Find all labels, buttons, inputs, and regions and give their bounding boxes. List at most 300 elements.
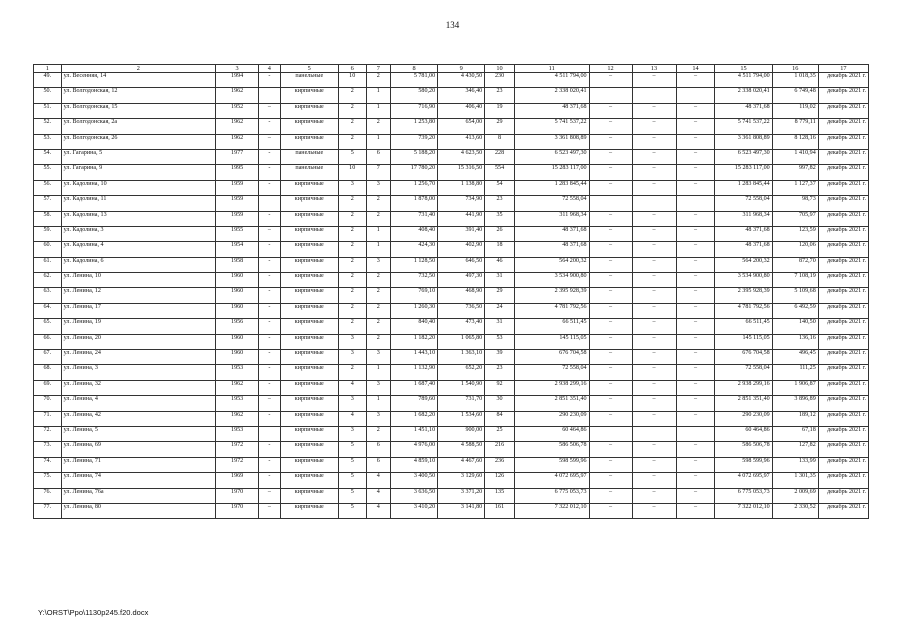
- total-area-cell: 408,40: [391, 226, 438, 241]
- fund-cost-cell: 7 322 012,10: [715, 503, 772, 518]
- table-row: [34, 226, 869, 241]
- total-cost-cell: 48 371,68: [514, 242, 589, 257]
- col-14-cell: –: [676, 134, 715, 149]
- build-year-cell: 1972: [216, 457, 259, 472]
- col-12-cell: –: [589, 134, 632, 149]
- col-4-cell: -: [259, 350, 280, 365]
- table-row: [34, 196, 869, 211]
- build-year-cell: 1995: [216, 165, 259, 180]
- fund-cost-cell: 72 558,04: [715, 365, 772, 380]
- total-area-cell: 3 636,50: [391, 488, 438, 503]
- col-14-cell: –: [676, 73, 715, 88]
- total-area-cell: 1 256,70: [391, 180, 438, 195]
- col-4-cell: -: [259, 119, 280, 134]
- wall-material-cell: кирпичные: [280, 303, 338, 318]
- total-area-cell: 840,40: [391, 319, 438, 334]
- build-year-cell: 1972: [216, 442, 259, 457]
- address-cell: ул. Ленина, 12: [61, 288, 216, 303]
- completion-period-cell: декабрь 2021 г.: [818, 319, 868, 334]
- col-12-cell: [589, 426, 632, 441]
- build-year-cell: 1956: [216, 319, 259, 334]
- address-cell: ул. Ленина, 4: [61, 396, 216, 411]
- fund-cost-cell: 676 704,58: [715, 350, 772, 365]
- col-14-cell: [676, 426, 715, 441]
- floors-cell: 5: [338, 503, 366, 518]
- wall-material-cell: панельные: [280, 165, 338, 180]
- col-4-cell: [259, 88, 280, 103]
- col-14-cell: –: [676, 365, 715, 380]
- col-12-cell: –: [589, 442, 632, 457]
- col-4-cell: –: [259, 226, 280, 241]
- total-cost-cell: 5 741 537,22: [514, 119, 589, 134]
- residents-cell: 23: [485, 365, 515, 380]
- living-area-cell: 736,50: [438, 303, 485, 318]
- row-number-cell: 71.: [34, 411, 62, 426]
- col-14-cell: –: [676, 473, 715, 488]
- build-year-cell: 1952: [216, 103, 259, 118]
- living-area-cell: 4 430,50: [438, 73, 485, 88]
- col-4-cell: -: [259, 473, 280, 488]
- table-row: [34, 488, 869, 503]
- residents-cell: 126: [485, 473, 515, 488]
- cost-per-sqm-cell: 1 018,35: [772, 73, 818, 88]
- fund-cost-cell: 2 395 928,39: [715, 288, 772, 303]
- table-row: [34, 396, 869, 411]
- entrances-cell: 1: [366, 103, 391, 118]
- living-area-cell: 1 363,10: [438, 350, 485, 365]
- col-4-cell: –: [259, 396, 280, 411]
- table-row: [34, 426, 869, 441]
- total-area-cell: 17 780,20: [391, 165, 438, 180]
- table-row: [34, 149, 869, 164]
- living-area-cell: 3 141,80: [438, 503, 485, 518]
- column-number-cell: 15: [715, 65, 772, 73]
- col-14-cell: –: [676, 119, 715, 134]
- address-cell: ул. Волгодонская, 2а: [61, 119, 216, 134]
- build-year-cell: 1962: [216, 380, 259, 395]
- col-12-cell: –: [589, 319, 632, 334]
- col-4-cell: -: [259, 165, 280, 180]
- fund-cost-cell: 5 741 537,22: [715, 119, 772, 134]
- row-number-cell: 49.: [34, 73, 62, 88]
- build-year-cell: 1960: [216, 273, 259, 288]
- cost-per-sqm-cell: 8 779,11: [772, 119, 818, 134]
- col-14-cell: –: [676, 334, 715, 349]
- entrances-cell: 2: [366, 303, 391, 318]
- completion-period-cell: декабрь 2021 г.: [818, 350, 868, 365]
- col-4-cell: -: [259, 442, 280, 457]
- completion-period-cell: декабрь 2021 г.: [818, 119, 868, 134]
- total-cost-cell: 586 506,78: [514, 442, 589, 457]
- address-cell: ул. Волгодонская, 15: [61, 103, 216, 118]
- row-number-cell: 50.: [34, 88, 62, 103]
- wall-material-cell: кирпичные: [280, 365, 338, 380]
- entrances-cell: 3: [366, 350, 391, 365]
- col-13-cell: –: [632, 73, 676, 88]
- fund-cost-cell: 2 938 299,16: [715, 380, 772, 395]
- table-row: [34, 288, 869, 303]
- completion-period-cell: декабрь 2021 г.: [818, 411, 868, 426]
- completion-period-cell: декабрь 2021 г.: [818, 473, 868, 488]
- col-12-cell: –: [589, 488, 632, 503]
- residents-cell: 135: [485, 488, 515, 503]
- col-4-cell: -: [259, 73, 280, 88]
- row-number-cell: 65.: [34, 319, 62, 334]
- total-cost-cell: 564 200,32: [514, 257, 589, 272]
- residents-cell: 31: [485, 273, 515, 288]
- completion-period-cell: декабрь 2021 г.: [818, 103, 868, 118]
- cost-per-sqm-cell: 997,82: [772, 165, 818, 180]
- entrances-cell: 2: [366, 196, 391, 211]
- total-area-cell: 789,60: [391, 396, 438, 411]
- total-cost-cell: 6 523 497,30: [514, 149, 589, 164]
- total-area-cell: 5 188,20: [391, 149, 438, 164]
- build-year-cell: 1962: [216, 411, 259, 426]
- address-cell: ул. Ленина, 24: [61, 350, 216, 365]
- cost-per-sqm-cell: 111,25: [772, 365, 818, 380]
- fund-cost-cell: 15 283 117,00: [715, 165, 772, 180]
- wall-material-cell: кирпичные: [280, 457, 338, 472]
- address-cell: ул. Гагарина, 9: [61, 165, 216, 180]
- col-13-cell: –: [632, 503, 676, 518]
- col-12-cell: [589, 196, 632, 211]
- cost-per-sqm-cell: 7 108,19: [772, 273, 818, 288]
- build-year-cell: 1959: [216, 180, 259, 195]
- residents-cell: 228: [485, 149, 515, 164]
- col-12-cell: –: [589, 257, 632, 272]
- total-area-cell: 3 410,20: [391, 503, 438, 518]
- col-13-cell: –: [632, 180, 676, 195]
- col-12-cell: –: [589, 273, 632, 288]
- total-cost-cell: 2 851 351,40: [514, 396, 589, 411]
- living-area-cell: 731,70: [438, 396, 485, 411]
- address-cell: ул. Ленина, 3: [61, 365, 216, 380]
- col-13-cell: –: [632, 134, 676, 149]
- residents-cell: 23: [485, 88, 515, 103]
- address-cell: ул. Ленина, 80: [61, 503, 216, 518]
- row-number-cell: 62.: [34, 273, 62, 288]
- living-area-cell: 4 588,50: [438, 442, 485, 457]
- col-14-cell: –: [676, 149, 715, 164]
- col-4-cell: -: [259, 149, 280, 164]
- cost-per-sqm-cell: 5 109,68: [772, 288, 818, 303]
- completion-period-cell: декабрь 2021 г.: [818, 334, 868, 349]
- living-area-cell: 900,00: [438, 426, 485, 441]
- total-cost-cell: 2 395 928,39: [514, 288, 589, 303]
- column-number-cell: 13: [632, 65, 676, 73]
- col-14-cell: –: [676, 380, 715, 395]
- cost-per-sqm-cell: 189,12: [772, 411, 818, 426]
- wall-material-cell: кирпичные: [280, 134, 338, 149]
- col-4-cell: -: [259, 411, 280, 426]
- total-area-cell: 4 976,00: [391, 442, 438, 457]
- table-row: [34, 242, 869, 257]
- wall-material-cell: кирпичные: [280, 211, 338, 226]
- total-cost-cell: 15 283 117,00: [514, 165, 589, 180]
- row-number-cell: 76.: [34, 488, 62, 503]
- table-row: [34, 134, 869, 149]
- row-number-cell: 60.: [34, 242, 62, 257]
- column-number-cell: 1: [34, 65, 62, 73]
- total-area-cell: 769,10: [391, 288, 438, 303]
- completion-period-cell: декабрь 2021 г.: [818, 365, 868, 380]
- cost-per-sqm-cell: 133,99: [772, 457, 818, 472]
- col-13-cell: [632, 426, 676, 441]
- total-area-cell: 3 400,50: [391, 473, 438, 488]
- completion-period-cell: декабрь 2021 г.: [818, 149, 868, 164]
- row-number-cell: 66.: [34, 334, 62, 349]
- residents-cell: 18: [485, 242, 515, 257]
- col-4-cell: -: [259, 457, 280, 472]
- table-row: [34, 411, 869, 426]
- address-cell: ул. Волгодонская, 26: [61, 134, 216, 149]
- residents-cell: 161: [485, 503, 515, 518]
- completion-period-cell: декабрь 2021 г.: [818, 73, 868, 88]
- col-12-cell: [589, 88, 632, 103]
- residents-cell: 84: [485, 411, 515, 426]
- col-14-cell: –: [676, 103, 715, 118]
- address-cell: ул. Ленина, 32: [61, 380, 216, 395]
- col-13-cell: –: [632, 473, 676, 488]
- col-12-cell: –: [589, 242, 632, 257]
- residents-cell: 29: [485, 288, 515, 303]
- address-cell: ул. Кадолина, 6: [61, 257, 216, 272]
- floors-cell: 2: [338, 103, 366, 118]
- living-area-cell: 1 065,80: [438, 334, 485, 349]
- build-year-cell: 1962: [216, 119, 259, 134]
- wall-material-cell: кирпичные: [280, 334, 338, 349]
- col-4-cell: [259, 196, 280, 211]
- cost-per-sqm-cell: 140,50: [772, 319, 818, 334]
- col-12-cell: –: [589, 180, 632, 195]
- total-area-cell: 5 781,00: [391, 73, 438, 88]
- cost-per-sqm-cell: 1 127,37: [772, 180, 818, 195]
- cost-per-sqm-cell: 120,06: [772, 242, 818, 257]
- row-number-cell: 58.: [34, 211, 62, 226]
- living-area-cell: 646,50: [438, 257, 485, 272]
- completion-period-cell: декабрь 2021 г.: [818, 503, 868, 518]
- col-12-cell: –: [589, 503, 632, 518]
- entrances-cell: 2: [366, 426, 391, 441]
- completion-period-cell: декабрь 2021 г.: [818, 242, 868, 257]
- floors-cell: 5: [338, 149, 366, 164]
- total-area-cell: 1 443,10: [391, 350, 438, 365]
- fund-cost-cell: 290 230,09: [715, 411, 772, 426]
- fund-cost-cell: 1 283 845,44: [715, 180, 772, 195]
- page-number: 134: [445, 20, 460, 30]
- column-number-cell: 3: [216, 65, 259, 73]
- residents-cell: 236: [485, 457, 515, 472]
- total-cost-cell: 290 230,09: [514, 411, 589, 426]
- fund-cost-cell: 3 534 900,80: [715, 273, 772, 288]
- total-cost-cell: 72 558,04: [514, 365, 589, 380]
- col-13-cell: –: [632, 411, 676, 426]
- total-area-cell: 4 859,10: [391, 457, 438, 472]
- col-13-cell: [632, 196, 676, 211]
- living-area-cell: 1 138,80: [438, 180, 485, 195]
- col-12-cell: –: [589, 334, 632, 349]
- row-number-cell: 59.: [34, 226, 62, 241]
- total-area-cell: 1 451,10: [391, 426, 438, 441]
- floors-cell: 5: [338, 442, 366, 457]
- col-14-cell: –: [676, 180, 715, 195]
- completion-period-cell: декабрь 2021 г.: [818, 303, 868, 318]
- cost-per-sqm-cell: 705,97: [772, 211, 818, 226]
- total-area-cell: 1 260,30: [391, 303, 438, 318]
- living-area-cell: 652,20: [438, 365, 485, 380]
- completion-period-cell: декабрь 2021 г.: [818, 442, 868, 457]
- row-number-cell: 74.: [34, 457, 62, 472]
- col-4-cell: -: [259, 273, 280, 288]
- row-number-cell: 67.: [34, 350, 62, 365]
- col-12-cell: –: [589, 165, 632, 180]
- living-area-cell: 441,90: [438, 211, 485, 226]
- total-cost-cell: 4 072 695,97: [514, 473, 589, 488]
- fund-cost-cell: 564 200,32: [715, 257, 772, 272]
- build-year-cell: 1953: [216, 426, 259, 441]
- column-number-cell: 9: [438, 65, 485, 73]
- entrances-cell: 2: [366, 119, 391, 134]
- col-14-cell: –: [676, 442, 715, 457]
- build-year-cell: 1962: [216, 88, 259, 103]
- total-cost-cell: 3 534 900,80: [514, 273, 589, 288]
- col-13-cell: –: [632, 226, 676, 241]
- entrances-cell: 3: [366, 257, 391, 272]
- floors-cell: 2: [338, 242, 366, 257]
- address-cell: ул. Ленина, 20: [61, 334, 216, 349]
- floors-cell: 3: [338, 426, 366, 441]
- floors-cell: 3: [338, 180, 366, 195]
- cost-per-sqm-cell: 1 410,94: [772, 149, 818, 164]
- completion-period-cell: декабрь 2021 г.: [818, 165, 868, 180]
- completion-period-cell: декабрь 2021 г.: [818, 380, 868, 395]
- residents-cell: 30: [485, 396, 515, 411]
- build-year-cell: 1953: [216, 365, 259, 380]
- living-area-cell: 1 534,60: [438, 411, 485, 426]
- row-number-cell: 72.: [34, 426, 62, 441]
- total-cost-cell: 598 599,96: [514, 457, 589, 472]
- residents-cell: 92: [485, 380, 515, 395]
- col-4-cell: -: [259, 365, 280, 380]
- table-row: [34, 365, 869, 380]
- completion-period-cell: декабрь 2021 г.: [818, 488, 868, 503]
- completion-period-cell: декабрь 2021 г.: [818, 426, 868, 441]
- cost-per-sqm-cell: 6 492,59: [772, 303, 818, 318]
- col-13-cell: –: [632, 149, 676, 164]
- completion-period-cell: декабрь 2021 г.: [818, 134, 868, 149]
- address-cell: ул. Ленина, 42: [61, 411, 216, 426]
- wall-material-cell: кирпичные: [280, 350, 338, 365]
- living-area-cell: 3 371,20: [438, 488, 485, 503]
- build-year-cell: 1953: [216, 396, 259, 411]
- row-number-cell: 73.: [34, 442, 62, 457]
- row-number-cell: 68.: [34, 365, 62, 380]
- column-number-cell: 2: [61, 65, 216, 73]
- wall-material-cell: кирпичные: [280, 380, 338, 395]
- wall-material-cell: кирпичные: [280, 473, 338, 488]
- address-cell: ул. Кадолина, 13: [61, 211, 216, 226]
- col-14-cell: [676, 88, 715, 103]
- row-number-cell: 69.: [34, 380, 62, 395]
- address-cell: ул. Ленина, 5: [61, 426, 216, 441]
- build-year-cell: 1959: [216, 211, 259, 226]
- col-12-cell: –: [589, 396, 632, 411]
- address-cell: ул. Кадолина, 10: [61, 180, 216, 195]
- entrances-cell: 1: [366, 88, 391, 103]
- living-area-cell: 406,40: [438, 103, 485, 118]
- wall-material-cell: кирпичные: [280, 103, 338, 118]
- residents-cell: 23: [485, 196, 515, 211]
- table-row: [34, 73, 869, 88]
- entrances-cell: 1: [366, 396, 391, 411]
- wall-material-cell: панельные: [280, 149, 338, 164]
- cost-per-sqm-cell: 3 896,89: [772, 396, 818, 411]
- total-cost-cell: 48 371,68: [514, 103, 589, 118]
- cost-per-sqm-cell: 1 301,35: [772, 473, 818, 488]
- col-13-cell: –: [632, 457, 676, 472]
- col-14-cell: –: [676, 503, 715, 518]
- col-13-cell: –: [632, 119, 676, 134]
- col-4-cell: -: [259, 380, 280, 395]
- cost-per-sqm-cell: 2 009,69: [772, 488, 818, 503]
- col-14-cell: [676, 196, 715, 211]
- cost-per-sqm-cell: 127,82: [772, 442, 818, 457]
- floors-cell: 2: [338, 303, 366, 318]
- total-cost-cell: 66 511,45: [514, 319, 589, 334]
- total-cost-cell: 4 781 792,56: [514, 303, 589, 318]
- fund-cost-cell: 4 072 695,97: [715, 473, 772, 488]
- total-area-cell: 1 687,40: [391, 380, 438, 395]
- floors-cell: 10: [338, 165, 366, 180]
- col-4-cell: –: [259, 103, 280, 118]
- row-number-cell: 75.: [34, 473, 62, 488]
- floors-cell: 2: [338, 226, 366, 241]
- column-number-cell: 12: [589, 65, 632, 73]
- row-number-cell: 51.: [34, 103, 62, 118]
- fund-cost-cell: 586 506,78: [715, 442, 772, 457]
- living-area-cell: 1 540,90: [438, 380, 485, 395]
- table-row: [34, 211, 869, 226]
- entrances-cell: 3: [366, 411, 391, 426]
- residents-cell: 31: [485, 319, 515, 334]
- col-13-cell: [632, 88, 676, 103]
- total-area-cell: 1 253,80: [391, 119, 438, 134]
- wall-material-cell: кирпичные: [280, 119, 338, 134]
- floors-cell: 2: [338, 134, 366, 149]
- wall-material-cell: кирпичные: [280, 396, 338, 411]
- fund-cost-cell: 311 968,34: [715, 211, 772, 226]
- residents-cell: 554: [485, 165, 515, 180]
- wall-material-cell: кирпичные: [280, 319, 338, 334]
- total-cost-cell: 60 464,86: [514, 426, 589, 441]
- col-13-cell: –: [632, 319, 676, 334]
- row-number-cell: 64.: [34, 303, 62, 318]
- col-14-cell: –: [676, 350, 715, 365]
- floors-cell: 3: [338, 350, 366, 365]
- entrances-cell: 1: [366, 365, 391, 380]
- wall-material-cell: кирпичные: [280, 196, 338, 211]
- column-number-cell: 10: [485, 65, 515, 73]
- floors-cell: 10: [338, 73, 366, 88]
- col-4-cell: -: [259, 319, 280, 334]
- entrances-cell: 2: [366, 288, 391, 303]
- fund-cost-cell: 72 558,04: [715, 196, 772, 211]
- row-number-cell: 63.: [34, 288, 62, 303]
- col-12-cell: –: [589, 380, 632, 395]
- col-12-cell: –: [589, 119, 632, 134]
- total-area-cell: 1 182,20: [391, 334, 438, 349]
- row-number-cell: 53.: [34, 134, 62, 149]
